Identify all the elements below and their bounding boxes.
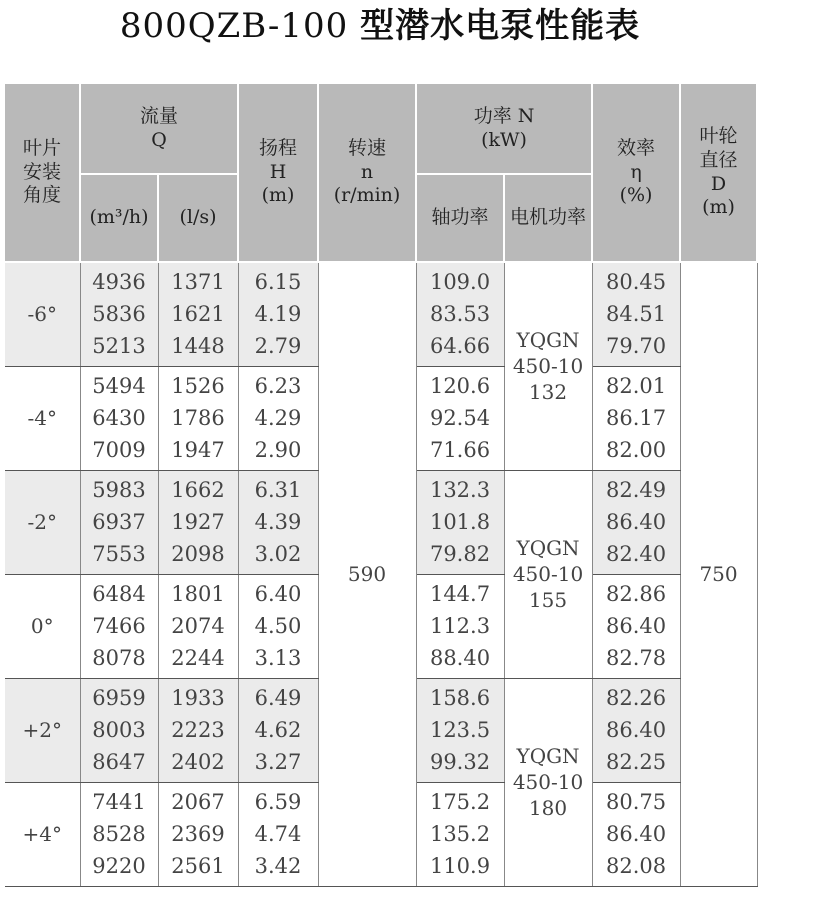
speed-value: 590 <box>318 262 416 886</box>
shaft-power-cell: 144.7 112.3 88.40 <box>416 574 504 678</box>
head-cell: 6.49 4.62 3.27 <box>238 678 318 782</box>
angle-cell: 0° <box>5 574 80 678</box>
header-flow-m3h: (m³/h) <box>80 174 158 262</box>
head-cell: 6.15 4.19 2.79 <box>238 262 318 366</box>
flow-ls-cell: 1933 2223 2402 <box>158 678 238 782</box>
motor-power-cell: YQGN 450-10 180 <box>504 678 592 886</box>
efficiency-cell: 82.86 86.40 82.78 <box>592 574 680 678</box>
header-shaft-power: 轴功率 <box>416 174 504 262</box>
flow-m3h-cell: 6959 8003 8647 <box>80 678 158 782</box>
shaft-power-cell: 132.3 101.8 79.82 <box>416 470 504 574</box>
flow-m3h-cell: 4936 5836 5213 <box>80 262 158 366</box>
shaft-power-cell: 120.6 92.54 71.66 <box>416 366 504 470</box>
header-head: 扬程 H (m) <box>238 84 318 262</box>
flow-ls-cell: 1371 1621 1448 <box>158 262 238 366</box>
header-motor-power: 电机功率 <box>504 174 592 262</box>
motor-power-cell: YQGN 450-10 155 <box>504 470 592 678</box>
flow-ls-cell: 2067 2369 2561 <box>158 782 238 886</box>
head-cell: 6.23 4.29 2.90 <box>238 366 318 470</box>
header-flow-ls: (l/s) <box>158 174 238 262</box>
efficiency-cell: 82.49 86.40 82.40 <box>592 470 680 574</box>
efficiency-cell: 82.26 86.40 82.25 <box>592 678 680 782</box>
shaft-power-cell: 109.0 83.53 64.66 <box>416 262 504 366</box>
shaft-power-cell: 175.2 135.2 110.9 <box>416 782 504 886</box>
flow-m3h-cell: 5494 6430 7009 <box>80 366 158 470</box>
head-cell: 6.59 4.74 3.42 <box>238 782 318 886</box>
header-efficiency: 效率 η (%) <box>592 84 680 262</box>
impeller-value: 750 <box>680 262 757 886</box>
head-cell: 6.31 4.39 3.02 <box>238 470 318 574</box>
title-model: 800QZB-100 <box>119 6 349 46</box>
motor-power-cell: YQGN 450-10 132 <box>504 262 592 470</box>
flow-m3h-cell: 7441 8528 9220 <box>80 782 158 886</box>
head-cell: 6.40 4.50 3.13 <box>238 574 318 678</box>
flow-m3h-cell: 6484 7466 8078 <box>80 574 158 678</box>
angle-cell: -6° <box>5 262 80 366</box>
performance-table <box>5 84 758 887</box>
efficiency-cell: 80.45 84.51 79.70 <box>592 262 680 366</box>
flow-m3h-cell: 5983 6937 7553 <box>80 470 158 574</box>
flow-ls-cell: 1801 2074 2244 <box>158 574 238 678</box>
header-power: 功率 N (kW) <box>416 84 592 174</box>
angle-cell: +4° <box>5 782 80 886</box>
flow-ls-cell: 1662 1927 2098 <box>158 470 238 574</box>
header-flow: 流量 Q <box>80 84 238 174</box>
title-name: 型潜水电泵性能表 <box>360 6 641 46</box>
header-impeller-diameter: 叶轮 直径 D (m) <box>680 84 757 262</box>
flow-ls-cell: 1526 1786 1947 <box>158 366 238 470</box>
angle-cell: -4° <box>5 366 80 470</box>
shaft-power-cell: 158.6 123.5 99.32 <box>416 678 504 782</box>
angle-cell: -2° <box>5 470 80 574</box>
angle-cell: +2° <box>5 678 80 782</box>
efficiency-cell: 80.75 86.40 82.08 <box>592 782 680 886</box>
header-blade-angle: 叶片 安装 角度 <box>5 84 80 262</box>
efficiency-cell: 82.01 86.17 82.00 <box>592 366 680 470</box>
page-title <box>0 0 760 52</box>
header-speed: 转速 n (r/min) <box>318 84 416 262</box>
